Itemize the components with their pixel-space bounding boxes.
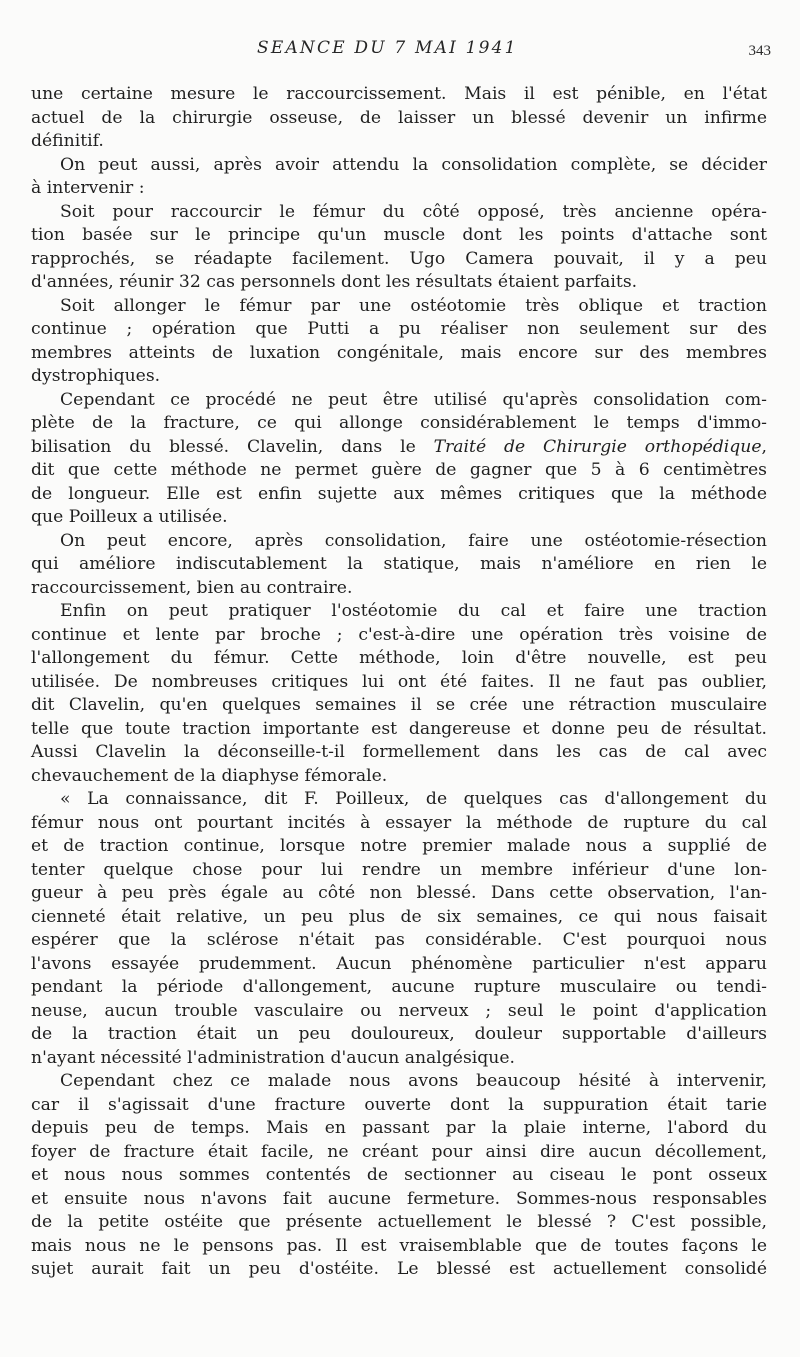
text-line: mais nous ne le pensons pas. Il est vraisemblable que de toutes façons le	[31, 1235, 767, 1256]
text-line: continue et lente par broche ; c'est-à-dire une opération très voisine de	[31, 624, 767, 645]
text-line: On peut encore, après consolidation, faire une ostéotomie-résection	[60, 530, 767, 551]
text-line: définitif.	[31, 131, 104, 151]
text-line: bilisation du blessé. Clavelin, dans le Traité de Chirurgie orthopédique,	[31, 436, 767, 457]
text-line: car il s'agissait d'une fracture ouverte dont la suppuration était tarie	[31, 1094, 767, 1115]
text-line: rapprochés, se réadapte facilement. Ugo Camera pouvait, il y a peu	[31, 248, 767, 269]
text-line: qui améliore indiscutablement la statique, mais n'améliore en rien le	[31, 554, 767, 574]
body-text	[31, 83, 767, 1282]
book-title: Traité de Chirurgie orthopédique	[433, 436, 762, 457]
running-title: SEANCE DU 7 MAI 1941	[257, 38, 518, 58]
text-line: espérer que la sclérose n'était pas considérable. C'est pourquoi nous	[31, 930, 767, 950]
text-line: gueur à peu près égale au côté non blessé. Dans cette observation, l'an-	[31, 883, 767, 903]
paragraph	[31, 530, 767, 601]
text-line: sujet aurait fait un peu d'ostéite. Le blessé est actuellement consolidé	[31, 1259, 767, 1279]
text-line: de longueur. Elle est enfin sujette aux mêmes critiques que la méthode	[31, 483, 767, 504]
text-line: tion basée sur le principe qu'un muscle dont les points d'attache sont	[31, 225, 767, 245]
text-line: et de traction continue, lorsque notre premier malade nous a supplié de	[31, 836, 767, 856]
text-line: chevauchement de la diaphyse fémorale.	[31, 765, 388, 786]
text-line: de la petite ostéite que présente actuellement le blessé ? C'est possible,	[31, 1212, 767, 1232]
text-line: continue ; opération que Putti a pu réaliser non seulement sur des	[31, 319, 767, 339]
text-line: raccourcissement, bien au contraire.	[31, 577, 353, 598]
text-line: neuse, aucun trouble vasculaire ou nerveux ; seul le point d'application	[31, 1000, 767, 1021]
text-line: actuel de la chirurgie osseuse, de laisser un blessé devenir un infirme	[31, 107, 767, 128]
text-line: telle que toute traction importante est dangereuse et donne peu de résultat.	[31, 718, 767, 739]
text-line: utilisée. De nombreuses critiques lui ont été faites. Il ne faut pas oublier,	[31, 671, 767, 692]
text-line: pendant la période d'allongement, aucune rupture musculaire ou tendi-	[31, 977, 767, 997]
text-line: membres atteints de luxation congénitale, mais encore sur des membres	[31, 342, 767, 363]
text-line: et nous nous sommes contentés de sectionner au ciseau le pont osseux	[31, 1165, 767, 1185]
text-line: dystrophiques.	[31, 366, 161, 386]
text-line: que Poilleux a utilisée.	[31, 507, 228, 527]
text-line: Aussi Clavelin la déconseille-t-il formellement dans les cas de cal avec	[31, 742, 767, 762]
text-line: « La connaissance, dit F. Poilleux, de quelques cas d'allongement du	[60, 789, 767, 809]
text-line: l'allongement du fémur. Cette méthode, loin d'être nouvelle, est peu	[31, 648, 767, 668]
paragraph	[31, 600, 767, 788]
page-header	[31, 36, 771, 62]
text-line: tenter quelque chose pour lui rendre un membre inférieur d'une lon-	[31, 859, 767, 880]
text-line: fémur nous ont pourtant incités à essayer la méthode de rupture du cal	[31, 812, 767, 833]
text-line: l'avons essayée prudemment. Aucun phénomène particulier n'est apparu	[31, 953, 767, 974]
text-line: Soit allonger le fémur par une ostéotomie très oblique et traction	[60, 295, 767, 316]
paragraph	[31, 389, 767, 530]
text-line: Cependant ce procédé ne peut être utilisé qu'après consolidation com-	[60, 389, 767, 410]
text-line: de la traction était un peu douloureux, douleur supportable d'ailleurs	[31, 1024, 767, 1044]
text-line: dit Clavelin, qu'en quelques semaines il se crée une rétraction musculaire	[31, 695, 767, 715]
text-line: dit que cette méthode ne permet guère de gagner que 5 à 6 centimètres	[31, 460, 767, 480]
text-line: à intervenir :	[31, 178, 145, 198]
text-line: On peut aussi, après avoir attendu la consolidation complète, se décider	[60, 154, 767, 175]
paragraph	[31, 154, 767, 201]
paragraph	[31, 83, 767, 154]
text-line: plète de la fracture, ce qui allonge considérablement le temps d'immo-	[31, 413, 767, 433]
page-number: 343	[748, 43, 771, 59]
paragraph	[31, 201, 767, 295]
paragraph	[31, 788, 767, 1070]
text-line: Cependant chez ce malade nous avons beaucoup hésité à intervenir,	[60, 1071, 767, 1091]
text-line: depuis peu de temps. Mais en passant par la plaie interne, l'abord du	[31, 1118, 767, 1138]
text-line: Enfin on peut pratiquer l'ostéotomie du cal et faire une traction	[60, 601, 767, 621]
text-line: n'ayant nécessité l'administration d'aucun analgésique.	[31, 1047, 515, 1068]
text-line: cienneté était relative, un peu plus de six semaines, ce qui nous faisait	[31, 906, 767, 927]
text-line: une certaine mesure le raccourcissement. Mais il est pénible, en l'état	[31, 84, 767, 104]
text-line: foyer de fracture était facile, ne créant pour ainsi dire aucun décollement,	[31, 1141, 767, 1162]
text-line: d'années, réunir 32 cas personnels dont les résultats étaient parfaits.	[31, 272, 638, 292]
paragraph	[31, 295, 767, 389]
text-line: et ensuite nous n'avons fait aucune fermeture. Sommes-nous responsables	[31, 1188, 767, 1209]
text-line: Soit pour raccourcir le fémur du côté opposé, très ancienne opéra-	[60, 201, 767, 222]
paragraph	[31, 1070, 767, 1282]
